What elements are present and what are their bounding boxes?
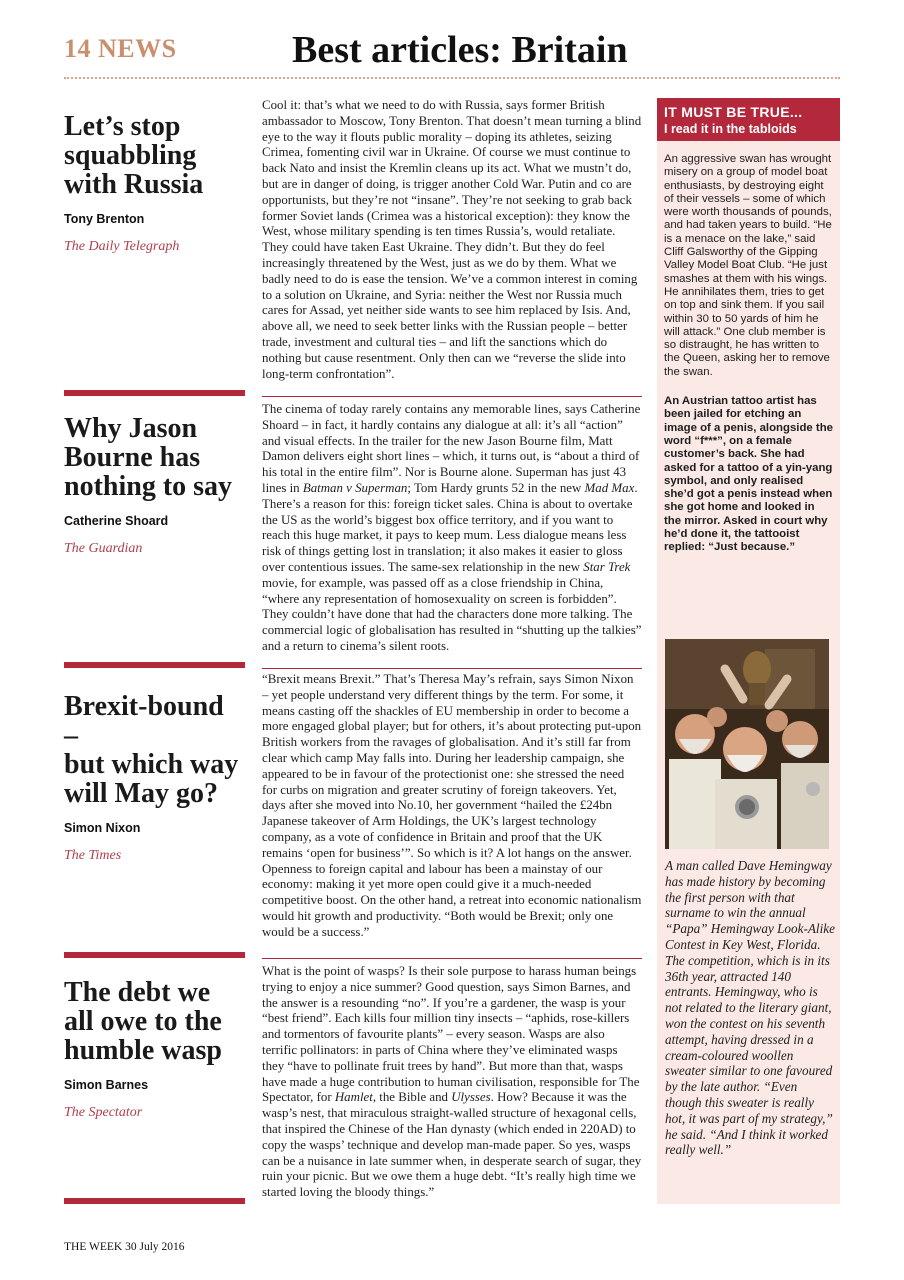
headline-line: with Russia <box>64 169 204 200</box>
article-body: “Brexit means Brexit.” That’s Theresa May’s refrain, says Simon Nixon – yet people understand very different things by the term. For some, it means casting off the shackles of EU membership in order to become a more engaged global player; but for others, it’s about protecting put-upon British workers from the ravages of globalisation. And it’s still far from clear which camp May falls into. During her leadership campaign, she appeared to be in favour of the protectionist one: she stressed the need for curbs on migration and greater scrutiny of foreign takeovers. Yet, days after she moved into No.10, her government “hailed the £24bn Japanese takeover of Arm Holdings, the UK’s largest technology company, as a vote of confidence in Britain and proof that the UK remains ‘open for business’”. So which is it? A lot hangs on the answer. Openness to foreign capital and labour has been a mainstay of our economy: making it yet more open could give it a much-needed competitive boost. On the other hand, a retreat into economic nationalism would hit growth and productivity. “Both would be Brexit; only one would be a success.” <box>262 672 642 939</box>
article-source: The Guardian <box>64 541 143 556</box>
film-title: Mad Max <box>584 480 635 495</box>
article-source: The Times <box>64 848 122 863</box>
sidebar-story-swan: An aggressive swan has wrought misery on a group of model boat enthusiasts, by destroying eight of their vessels – some of which were worth thousands of pounds, and had taken years to build. “He is a menace on the lake,” said Cliff Galsworthy of the Gipping Valley Model Boat Club. “He just smashes at them with his wings. He annihilates them, tries to get on top and sink them. If you sail within 30 to 50 yards of him he will attack.” One club member is so distraught, he has written to the Queen, asking her to remove the swan. <box>664 153 832 378</box>
article-headline <box>64 978 244 1065</box>
headline-line: squabbling <box>64 140 197 171</box>
headline-line: The debt we <box>64 977 211 1008</box>
article-headline <box>64 692 244 808</box>
article-author: Simon Barnes <box>64 1078 149 1092</box>
headline-line: Why Jason <box>64 413 198 444</box>
article-headline <box>64 414 244 501</box>
photo-caption: A man called Dave Hemingway has made history by becoming the first person with that surname to win the annual “Papa” Hemingway Look-Alike Contest in Key West, Florida. The competition, which is in its 36th year, attracted 140 entrants. Hemingway, who is not related to the literary giant, won the contest on his seventh attempt, having dressed in a cream-coloured woollen sweater similar to one favoured by the late author. “Even though this sweater is really hot, it was part of my strategy,” he said. “And I think it worked really well.” <box>665 858 835 1158</box>
header-divider <box>64 77 840 79</box>
headline-line: but which way <box>64 749 239 780</box>
section-divider-bar <box>64 952 245 958</box>
article-meta <box>64 112 244 255</box>
page-number: 14 NEWS <box>64 34 177 63</box>
article-body: Cool it: that’s what we need to do with Russia, says former British ambassador to Moscow, Tony Brenton. That doesn’t mean turning a blind eye to the way it flouts public morality – doping its athletes, seizing Crimea, fomenting civil war in Ukraine. Of course we must continue to back Nato and insist the Kremlin cleans up its act. What we mustn’t do, but are in danger of doing, is trigger another Cold War. Putin and co are opportunists, but they’re not “insane”. They’re not seeking to grab back former Soviet lands (Crimea was a historical exception): they know the West, whose military spending is ten times Russia’s, would retaliate. They could have taken East Ukraine. They didn’t. But they do feel increasingly threatened by the West, just as we do by them. What we badly need to do is ease the tension. We’ve a common interest in coming to a solution on Ukraine, and Syria: neither the West nor Russia much cares for Assad, yet neither side wants to see him replaced by Isis. And, above all, we need to seek better links with the Russian people – better trade, investment and cultural ties – and lift the sanctions which do nothing but cause resentment. Only then can we “reverse the slide into long-term confrontation”. <box>262 98 642 381</box>
headline-line: will May go? <box>64 778 218 809</box>
sidebar-title: IT MUST BE TRUE... <box>664 104 803 120</box>
article-meta <box>64 414 244 557</box>
headline-line: Let’s stop <box>64 111 181 142</box>
article-body: What is the point of wasps? Is their sole purpose to harass human beings trying to enjoy a nice summer? Good question, says Simon Barnes, and the answer is a resounding “no”. If you’re a gardener, the wasp is your “best friend”. Each kills four million tiny insects – “aphids, rose-killers and tormentors of favourite plants” – every season. Wasps are also terrific pollinators: in parts of China where they’ve eliminated wasps they “have to pollinate fruit trees by hand”. But more than that, wasps have made a huge contribution to human civilisation, responsible for The Spectator, for Hamlet, the Bible and Ulysses. How? Because it was the wasp’s nest, that miraculous straight-walled structure of hexagonal cells, that inspired the Chinese of the Han dynasty (which ended in 220AD) to copy the wasps’ technique and develop man-made paper. So yes, wasps can be a nuisance in late summer when, in desperate search of sugar, they ruin your picnic. But we owe them a huge debt. “It’s really high time we started loving the bloody things.” <box>262 964 642 1200</box>
page-title: Best articles: Britain <box>292 29 628 71</box>
headline-line: nothing to say <box>64 471 233 502</box>
headline-line: Bourne has <box>64 442 201 473</box>
headline-line: humble wasp <box>64 1035 222 1066</box>
article-source: The Spectator <box>64 1105 143 1120</box>
section-divider-bar <box>64 390 245 396</box>
work-title: Hamlet <box>334 1090 373 1105</box>
section-divider-line <box>262 668 642 669</box>
section-divider-line <box>262 958 642 959</box>
headline-line: all owe to the <box>64 1006 222 1037</box>
film-title: Star Trek <box>583 559 631 574</box>
sidebar-header <box>657 98 840 141</box>
article-body: The cinema of today rarely contains any memorable lines, says Catherine Shoard – in fact, it hardly contains any dialogue at all: it’s all “action” and visual effects. In the trailer for the new Jason Bourne film, Matt Damon delivers eight short lines – which, it turns out, is “about a third of his total in the entire film”. Nor is Bourne alone. Superman has just 43 lines in Batman v Superman; Tom Hardy grunts 52 in the new Mad Max. There’s a reason for this: foreign ticket sales. China is about to overtake the US as the world’s biggest box office territory, and if you want to reach this huge market, it pays to keep mum. Less dialogue means less risk of things getting lost in translation; it also makes it easier to gloss over contentious issues. The same-sex relationship in the new Star Trek movie, for example, was passed off as a close friendship in China, “where any representation of homosexuality on screen is forbidden”. They couldn’t have done that had the characters done more talking. The commercial logic of globalisation has resulted in “shutting up the talkies” and a return to cinema’s silent roots. <box>262 402 642 653</box>
article-author: Simon Nixon <box>64 821 141 835</box>
headline-line: Brexit-bound – <box>64 691 224 751</box>
section-divider-line <box>262 396 642 397</box>
tabloid-sidebar <box>657 98 840 1204</box>
page-header <box>64 28 840 78</box>
sidebar-subtitle: I read it in the tabloids <box>664 122 797 136</box>
film-title: Batman v Superman <box>302 480 408 495</box>
section-divider-bar <box>64 662 245 668</box>
page-footer: THE WEEK 30 July 2016 <box>64 1241 185 1253</box>
hemingway-photo-illustration <box>665 639 829 849</box>
article-meta <box>64 692 244 864</box>
sidebar-story-tattoo: An Austrian tattoo artist has been jailed for etching an image of a penis, alongside the word “f***”, on a female customer’s back. She had asked for a tattoo of a yin-yang symbol, and only realised she’d got a penis instead when she got home and looked in the mirror. Asked in court why he’d done it, the tattooist replied: “Just because.” <box>664 395 833 554</box>
hemingway-photo <box>665 639 829 849</box>
article-source: The Daily Telegraph <box>64 239 180 254</box>
article-meta <box>64 978 244 1121</box>
article-author: Tony Brenton <box>64 212 145 226</box>
section-divider-bar <box>64 1198 245 1204</box>
work-title: Ulysses <box>451 1090 491 1105</box>
article-headline <box>64 112 244 199</box>
article-author: Catherine Shoard <box>64 514 169 528</box>
